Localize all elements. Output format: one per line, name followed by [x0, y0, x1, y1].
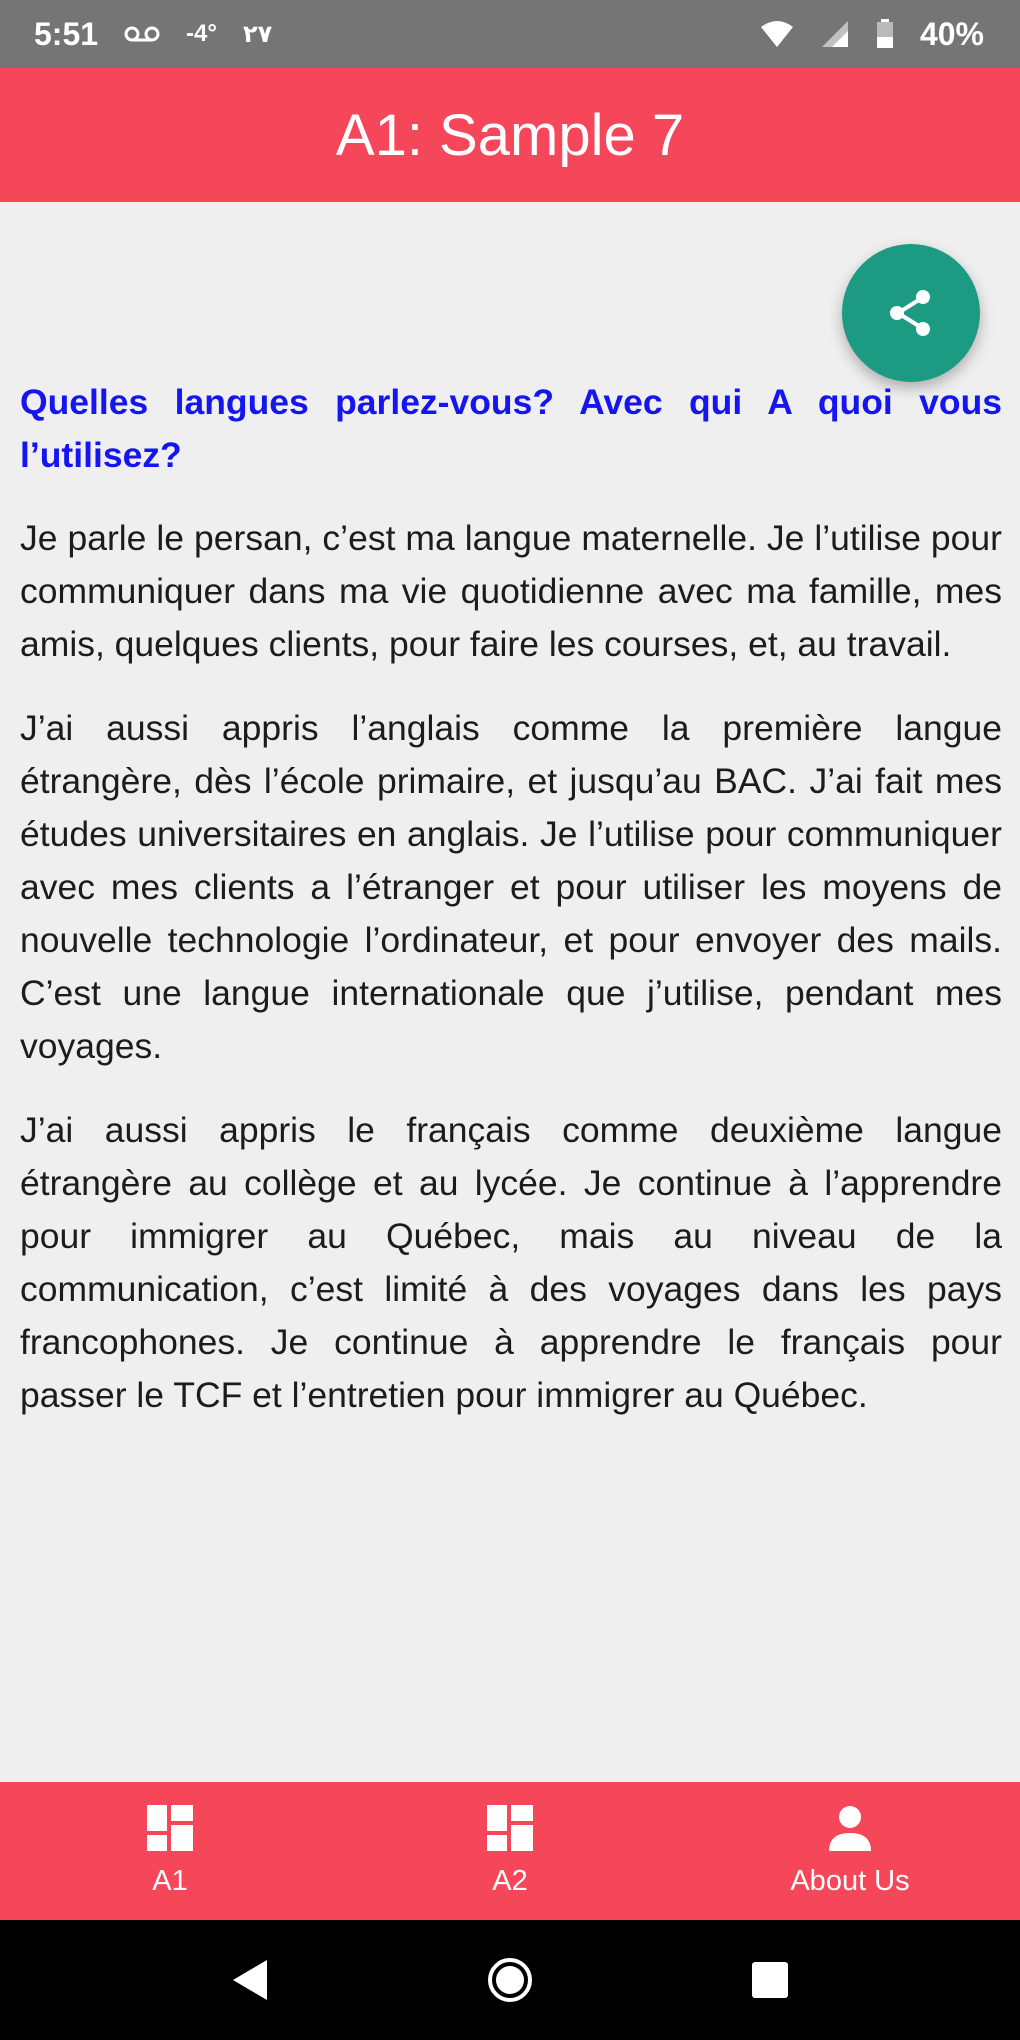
system-nav-bar — [0, 1920, 1020, 2040]
home-button[interactable] — [470, 1940, 550, 2020]
nav-item-label: About Us — [790, 1864, 910, 1897]
status-extra: ٢٧ — [242, 20, 273, 48]
dashboard-icon — [147, 1805, 193, 1851]
nav-item-a2[interactable] — [340, 1782, 680, 1920]
wifi-icon — [760, 20, 794, 48]
question-heading: Quelles langues parlez-vous? Avec qui A quoi vous l’utilisez? — [20, 382, 1002, 475]
status-bar — [0, 0, 1020, 68]
nav-item-label: A1 — [152, 1864, 188, 1897]
nav-item-about-us[interactable] — [680, 1782, 1020, 1920]
battery-icon — [876, 19, 894, 49]
paragraph: Je parle le persan, c’est ma langue maternelle. Je l’utilise pour communiquer dans ma vie quotidienne avec ma famille, mes amis, quelques clients, pour faire les courses, et, au travail. — [20, 518, 1002, 664]
nav-item-label: A2 — [492, 1864, 528, 1897]
person-icon — [827, 1805, 873, 1851]
voicemail-icon — [124, 25, 160, 43]
paragraph: J’ai aussi appris l’anglais comme la première langue étrangère, dès l’école primaire, et jusqu’au BAC. J’ai fait mes études universitaires en anglais. Je l’utilise pour communiquer avec mes clients a l’étranger et pour utiliser les moyens de nouvelle technologie l’ordinateur, et pour envoyer des mails. C’est une langue internationale que j’utilise, pendant mes voyages. — [20, 708, 1002, 1066]
back-triangle-icon — [229, 1958, 271, 2002]
home-circle-icon — [486, 1956, 534, 2004]
app-bar — [0, 68, 1020, 202]
dashboard-icon — [487, 1805, 533, 1851]
back-button[interactable] — [210, 1940, 290, 2020]
recents-square-icon — [750, 1960, 790, 2000]
status-time: 5:51 — [34, 15, 99, 52]
status-temperature: -4° — [186, 20, 217, 47]
battery-percent: 40% — [919, 15, 984, 52]
nav-item-a1[interactable] — [0, 1782, 340, 1920]
paragraph: J’ai aussi appris le français comme deuxième langue étrangère au collège et au lycée. Je continue à l’apprendre pour immigrer au Québec, mais au niveau de la communication, c’est limité à des voyages dans les pays francophones. Je continue à apprendre le français pour passer le TCF et l’entretien pour immigrer au Québec. — [20, 1110, 1002, 1415]
content-area — [20, 376, 1002, 1453]
bottom-nav — [0, 1782, 1020, 1920]
share-button[interactable] — [842, 244, 980, 382]
status-left — [34, 16, 272, 53]
recents-button[interactable] — [730, 1940, 810, 2020]
page-title: A1: Sample 7 — [335, 102, 685, 168]
signal-icon — [820, 19, 850, 49]
share-icon — [884, 286, 938, 340]
status-right — [760, 16, 984, 53]
